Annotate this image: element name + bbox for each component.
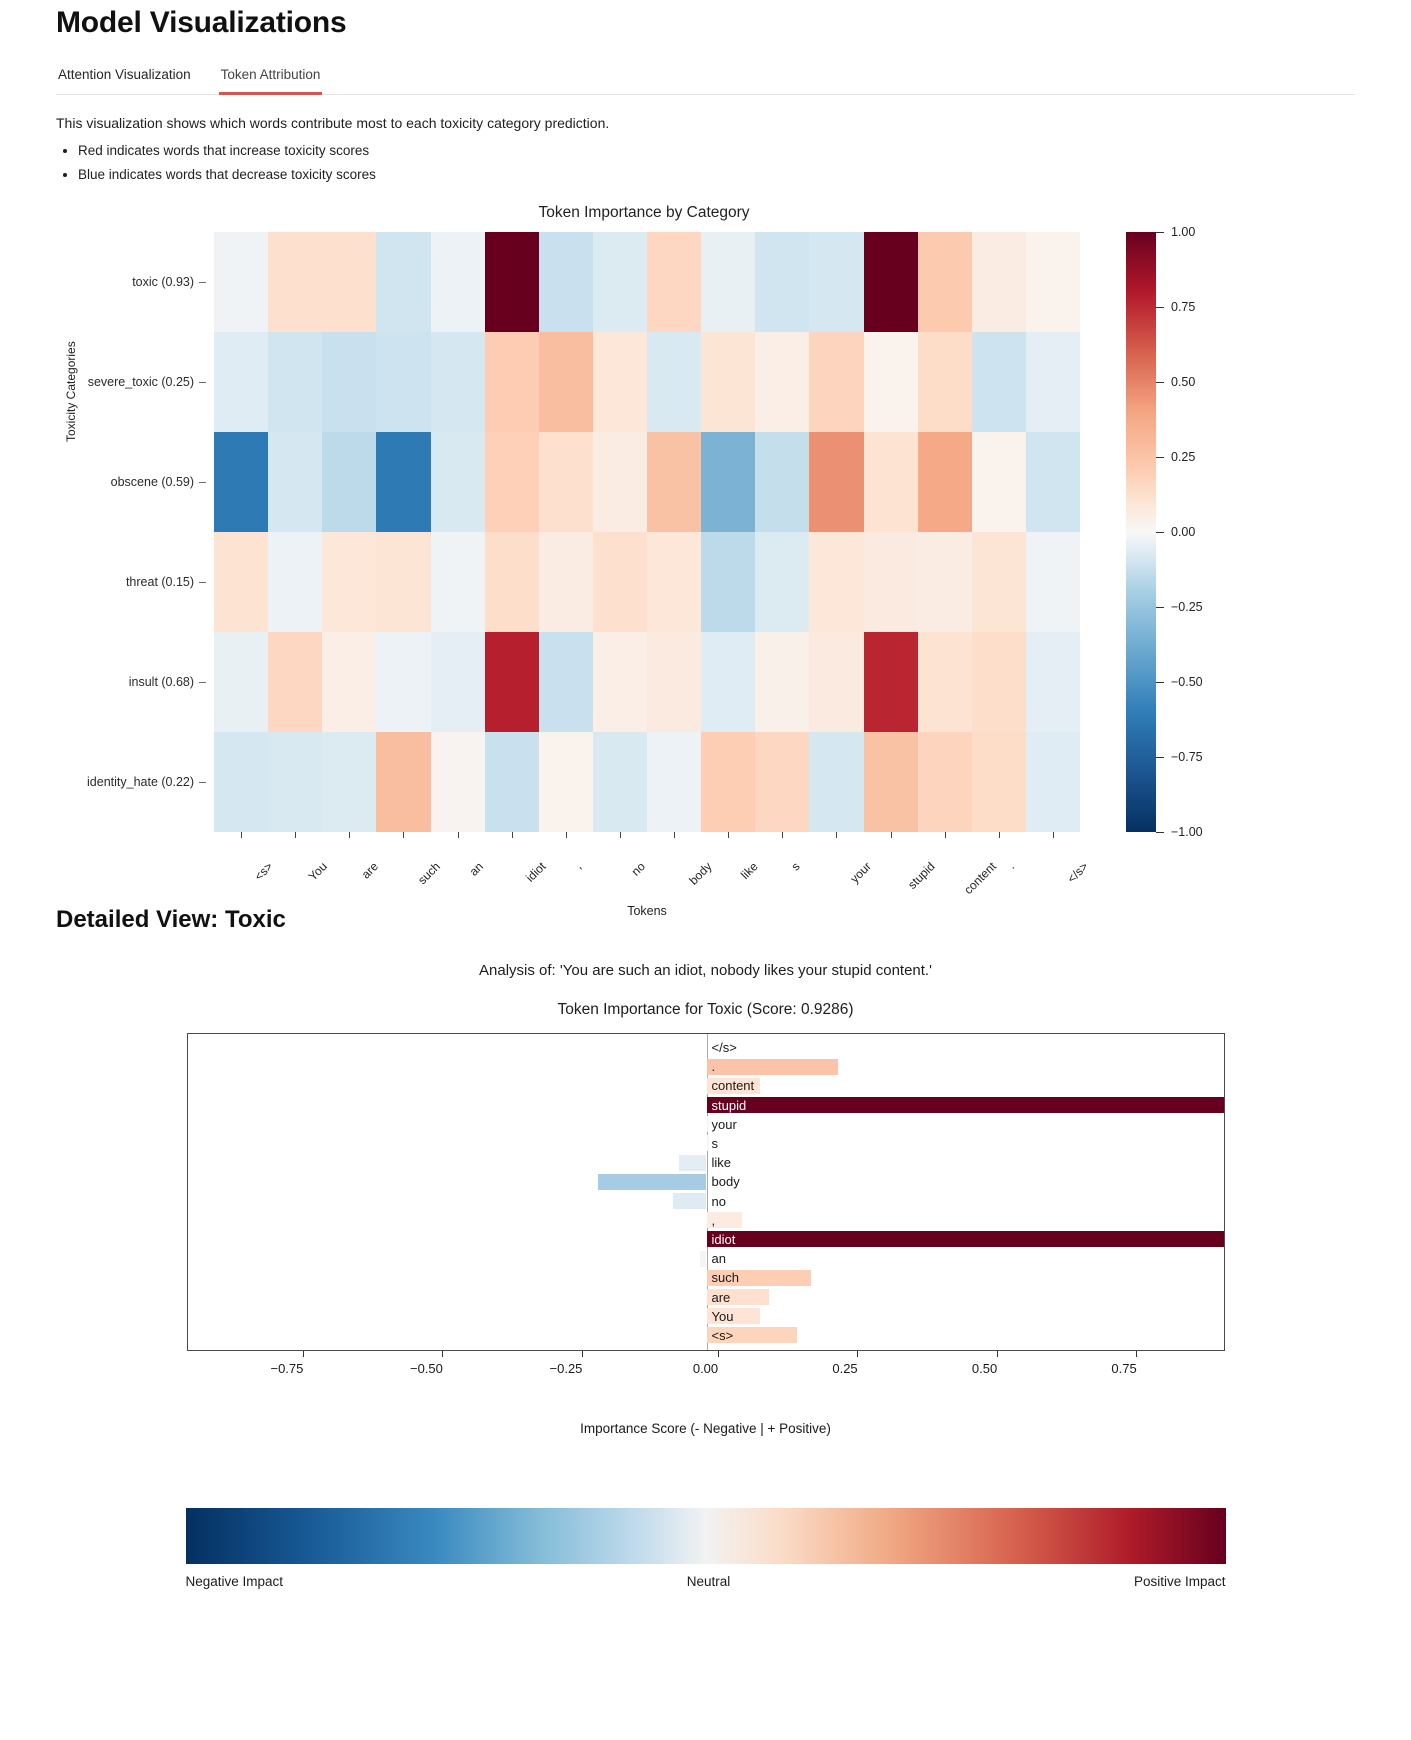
heatmap-cell xyxy=(268,632,322,732)
bar-x-tick-label: −0.75 xyxy=(270,1361,304,1376)
colorbar-tick-dash xyxy=(1156,682,1164,683)
heatmap-cell xyxy=(864,232,918,332)
heatmap-row-label: identity_hate (0.22) – xyxy=(76,732,214,832)
colorbar-tick xyxy=(1156,225,1195,239)
tab-bar xyxy=(56,66,1355,95)
bar-label: </s> xyxy=(711,1040,737,1056)
heatmap-x-label: are xyxy=(359,859,382,882)
heatmap-cell xyxy=(593,332,647,432)
heatmap-x-ticks xyxy=(214,832,1080,840)
heatmap-cell xyxy=(322,632,376,732)
heatmap-cell xyxy=(1026,332,1080,432)
heatmap-title: Token Importance by Category xyxy=(538,204,750,221)
colorbar-gradient xyxy=(1126,232,1156,832)
heatmap-cell xyxy=(485,332,539,432)
heatmap-x-label: your xyxy=(847,859,875,886)
heatmap-colorbar xyxy=(1126,232,1156,832)
heatmap-x-tick xyxy=(431,832,485,840)
heatmap-cell xyxy=(864,732,918,832)
bar-x-tick xyxy=(549,1351,599,1376)
heatmap-cell xyxy=(972,632,1026,732)
heatmap-cell xyxy=(322,532,376,632)
heatmap-x-label: such xyxy=(415,859,444,888)
bar-x-tick-mark xyxy=(997,1351,998,1357)
heatmap-x-label: <s> xyxy=(251,859,276,884)
colorbar-tick xyxy=(1156,600,1203,614)
heatmap-cell xyxy=(701,632,755,732)
heatmap-x-label: . xyxy=(1004,859,1017,872)
heatmap-cell xyxy=(214,532,268,632)
heatmap-cell xyxy=(701,232,755,332)
heatmap-x-tick xyxy=(539,832,593,840)
heatmap-cell xyxy=(809,332,863,432)
heatmap-row-label: threat (0.15) – xyxy=(76,532,214,632)
bar-label: idiot xyxy=(711,1231,736,1247)
colorbar-tick-dash xyxy=(1156,232,1164,233)
heatmap-x-label: body xyxy=(686,859,715,888)
bar-x-tick-mark xyxy=(857,1351,858,1357)
heatmap-cell xyxy=(755,332,809,432)
bar-rows xyxy=(188,1034,1224,1350)
bar-x-tick-label: 0.25 xyxy=(832,1361,858,1376)
bar-row xyxy=(188,1172,1224,1191)
bar-label: such xyxy=(711,1270,739,1286)
colorbar-tick-label: 0.50 xyxy=(1171,375,1196,389)
heatmap-cell xyxy=(431,732,485,832)
heatmap-cell xyxy=(647,332,701,432)
heatmap-cell xyxy=(918,332,972,432)
heatmap-cell xyxy=(431,532,485,632)
heatmap-cell xyxy=(864,332,918,432)
heatmap-cell xyxy=(918,632,972,732)
heatmap-row-label: insult (0.68) – xyxy=(76,632,214,732)
heatmap-cell xyxy=(972,432,1026,532)
heatmap-cell xyxy=(755,432,809,532)
heatmap-cell xyxy=(214,732,268,832)
bar-row xyxy=(188,1038,1224,1057)
heatmap-x-tick xyxy=(755,832,809,840)
heatmap-x-tick xyxy=(972,832,1026,840)
heatmap-x-tick xyxy=(918,832,972,840)
bar-label: s xyxy=(711,1136,718,1152)
bar-x-tick-mark xyxy=(442,1351,443,1357)
bar-label: , xyxy=(711,1212,716,1228)
bar-fill xyxy=(679,1155,707,1171)
heatmap-cell xyxy=(593,232,647,332)
bar-x-axis xyxy=(187,1351,1225,1397)
heatmap-cell xyxy=(593,632,647,732)
bullet-red: • Red indicates words that increase toxicity scores xyxy=(78,143,1355,158)
legend-label-neutral: Neutral xyxy=(686,1574,731,1589)
bar-fill xyxy=(707,1059,838,1075)
colorbar-tick-dash xyxy=(1156,532,1164,533)
heatmap-cell xyxy=(809,732,863,832)
heatmap-cell xyxy=(972,232,1026,332)
colorbar-tick xyxy=(1156,825,1203,839)
heatmap-cell xyxy=(864,432,918,532)
heatmap-cell xyxy=(755,732,809,832)
heatmap-cell xyxy=(539,332,593,432)
heatmap-row-label: severe_toxic (0.25) – xyxy=(76,332,214,432)
heatmap-cell xyxy=(1026,632,1080,732)
bar-label: are xyxy=(711,1289,731,1305)
heatmap-cell xyxy=(1026,432,1080,532)
colorbar-tick-label: 0.00 xyxy=(1171,525,1196,539)
heatmap-cell xyxy=(431,232,485,332)
colorbar-tick xyxy=(1156,300,1195,314)
heatmap-cell xyxy=(322,732,376,832)
legend-bullets xyxy=(56,143,1355,182)
heatmap-cell xyxy=(647,532,701,632)
bar-label: stupid xyxy=(711,1097,747,1113)
heatmap-x-tick xyxy=(701,832,755,840)
heatmap-cell xyxy=(647,432,701,532)
heatmap-cell xyxy=(918,732,972,832)
bar-label: <s> xyxy=(711,1327,734,1343)
page-title: Model Visualizations xyxy=(56,6,347,39)
token-importance-barchart xyxy=(187,1033,1225,1351)
heatmap-cell xyxy=(809,532,863,632)
bar-row xyxy=(188,1115,1224,1134)
bar-x-tick xyxy=(692,1351,731,1376)
colorbar-tick xyxy=(1156,450,1195,464)
bar-fill xyxy=(700,1251,707,1267)
bar-row xyxy=(188,1057,1224,1076)
colorbar-tick-label: −0.75 xyxy=(1171,750,1203,764)
heatmap-cell xyxy=(214,232,268,332)
heatmap-cell xyxy=(647,632,701,732)
heatmap-cell xyxy=(268,232,322,332)
heatmap-cell xyxy=(376,532,430,632)
bar-x-tick-mark xyxy=(718,1351,719,1357)
heatmap-cell xyxy=(918,532,972,632)
bar-row xyxy=(188,1211,1224,1230)
heatmap-cell xyxy=(485,532,539,632)
heatmap-cell xyxy=(485,632,539,732)
heatmap-figure xyxy=(56,204,1355,918)
heatmap-cell xyxy=(268,532,322,632)
bar-x-axis-title: Importance Score (- Negative | + Positive) xyxy=(580,1421,831,1436)
bar-label: body xyxy=(711,1174,740,1190)
heatmap-cell xyxy=(539,432,593,532)
intro-text: This visualization shows which words contribute most to each toxicity category prediction. xyxy=(56,115,610,131)
heatmap-cell xyxy=(647,732,701,832)
heatmap-x-tick xyxy=(214,832,268,840)
heatmap-cell xyxy=(1026,232,1080,332)
colorbar-tick-dash xyxy=(1156,457,1164,458)
bar-fill xyxy=(707,1097,1225,1113)
heatmap-cell xyxy=(539,232,593,332)
heatmap-x-label: idiot xyxy=(522,859,549,885)
heatmap-x-label: an xyxy=(466,859,486,879)
heatmap-cell xyxy=(755,532,809,632)
colorbar-tick-dash xyxy=(1156,382,1164,383)
legend-label-positive: Positive Impact xyxy=(1133,1574,1226,1589)
heatmap-cell xyxy=(376,432,430,532)
bar-row xyxy=(188,1249,1224,1268)
heatmap-cell xyxy=(268,432,322,532)
bar-label: no xyxy=(711,1193,726,1209)
tab-token-attribution[interactable]: Token Attribution xyxy=(219,67,323,95)
heatmap-cell xyxy=(593,532,647,632)
heatmap-row-label: toxic (0.93) – xyxy=(76,232,214,332)
colorbar-tick-label: −0.50 xyxy=(1171,675,1203,689)
heatmap-cell xyxy=(322,332,376,432)
heatmap-cell xyxy=(539,532,593,632)
heatmap-cell xyxy=(376,632,430,732)
bar-row xyxy=(188,1153,1224,1172)
bar-label: like xyxy=(711,1155,732,1171)
colorbar-tick-dash xyxy=(1156,307,1164,308)
heatmap-x-label: You xyxy=(305,859,331,884)
heatmap-cell xyxy=(864,632,918,732)
heatmap-x-axis-title: Tokens xyxy=(627,904,667,918)
heatmap-cell xyxy=(809,432,863,532)
bar-row xyxy=(188,1287,1224,1306)
bar-row xyxy=(188,1230,1224,1249)
heatmap-row-label: obscene (0.59) – xyxy=(76,432,214,532)
colorbar-tick-label: −0.25 xyxy=(1171,600,1203,614)
bar-label: an xyxy=(711,1251,726,1267)
colorbar-tick xyxy=(1156,525,1195,539)
colorbar-tick xyxy=(1156,675,1203,689)
heatmap-cell xyxy=(755,632,809,732)
heatmap-cell xyxy=(918,232,972,332)
bar-x-tick xyxy=(270,1351,320,1376)
legend-label-negative: Negative Impact xyxy=(185,1574,284,1589)
heatmap-x-label: stupid xyxy=(904,859,938,892)
heatmap-x-tick xyxy=(1026,832,1080,840)
bar-x-tick-label: −0.50 xyxy=(410,1361,443,1376)
heatmap-x-label: </s> xyxy=(1064,859,1091,886)
heatmap-x-tick xyxy=(864,832,918,840)
bar-row xyxy=(188,1192,1224,1211)
bar-x-tick-label: −0.25 xyxy=(549,1361,583,1376)
heatmap-cell xyxy=(376,732,430,832)
heatmap-cell xyxy=(376,232,430,332)
heatmap-x-tick xyxy=(268,832,322,840)
bar-x-tick xyxy=(1111,1351,1149,1376)
bar-fill xyxy=(598,1174,707,1190)
bar-row xyxy=(188,1307,1224,1326)
bar-label: your xyxy=(711,1116,737,1132)
heatmap-x-label: content xyxy=(960,859,999,898)
heatmap-cell xyxy=(322,432,376,532)
bar-row xyxy=(188,1326,1224,1345)
bar-label: You xyxy=(711,1308,734,1324)
heatmap-cell xyxy=(431,432,485,532)
heatmap-cell xyxy=(322,232,376,332)
detail-section-title: Detailed View: Toxic xyxy=(56,906,286,933)
heatmap-x-tick xyxy=(485,832,539,840)
heatmap-cell xyxy=(755,232,809,332)
heatmap-cell xyxy=(1026,532,1080,632)
heatmap-cell xyxy=(809,232,863,332)
bullet-blue: • Blue indicates words that decrease toxicity scores xyxy=(78,167,1355,182)
heatmap-cell xyxy=(1026,732,1080,832)
heatmap-x-tick xyxy=(809,832,863,840)
bar-row xyxy=(188,1134,1224,1153)
heatmap-grid xyxy=(214,232,1080,832)
heatmap-x-tick xyxy=(593,832,647,840)
colorbar-tick-dash xyxy=(1156,757,1164,758)
heatmap-cell xyxy=(809,632,863,732)
colorbar-tick xyxy=(1156,375,1195,389)
heatmap-cell xyxy=(701,332,755,432)
heatmap-x-label: s xyxy=(788,859,803,874)
heatmap-cell xyxy=(485,732,539,832)
heatmap-cell xyxy=(701,432,755,532)
heatmap-cell xyxy=(214,632,268,732)
colorbar-tick xyxy=(1156,750,1203,764)
heatmap-cell xyxy=(593,432,647,532)
bar-x-tick-mark xyxy=(303,1351,304,1357)
bar-x-tick xyxy=(410,1351,459,1376)
colorbar-tick-dash xyxy=(1156,832,1164,833)
bar-x-tick-label: 0.00 xyxy=(692,1361,719,1376)
heatmap-x-label: , xyxy=(571,859,584,872)
heatmap-cell xyxy=(539,632,593,732)
heatmap-cell xyxy=(214,432,268,532)
heatmap-cell xyxy=(431,632,485,732)
impact-legend xyxy=(186,1508,1226,1589)
detail-subtitle: Analysis of: 'You are such an idiot, nobody likes your stupid content.' xyxy=(479,962,932,979)
heatmap-x-tick xyxy=(647,832,701,840)
heatmap-cell xyxy=(701,532,755,632)
heatmap-cell xyxy=(539,732,593,832)
bar-row xyxy=(188,1096,1224,1115)
impact-legend-gradient xyxy=(186,1508,1226,1564)
heatmap-cell xyxy=(918,432,972,532)
heatmap-cell xyxy=(701,732,755,832)
bar-fill xyxy=(707,1231,1225,1247)
impact-legend-labels xyxy=(186,1574,1226,1589)
heatmap-x-label: no xyxy=(628,859,648,879)
heatmap-cell xyxy=(268,332,322,432)
heatmap-cell xyxy=(647,232,701,332)
detail-chart-title: Token Importance for Toxic (Score: 0.9286) xyxy=(557,1001,854,1018)
heatmap-cell xyxy=(593,732,647,832)
heatmap-x-label: like xyxy=(738,859,761,882)
heatmap-cell xyxy=(431,332,485,432)
bar-row xyxy=(188,1076,1224,1095)
bar-x-tick-mark xyxy=(582,1351,583,1357)
bar-x-tick xyxy=(832,1351,870,1376)
bar-label: content xyxy=(711,1078,755,1094)
heatmap-x-tick xyxy=(322,832,376,840)
colorbar-tick-label: −1.00 xyxy=(1171,825,1203,839)
heatmap-x-labels xyxy=(214,842,1091,902)
bar-x-tick-label: 0.50 xyxy=(971,1361,998,1376)
colorbar-tick-label: 0.75 xyxy=(1171,300,1196,314)
heatmap-cell xyxy=(972,332,1026,432)
heatmap-cell xyxy=(268,732,322,832)
heatmap-y-axis-title: Toxicity Categories xyxy=(64,341,78,442)
colorbar-tick-labels xyxy=(1156,225,1246,839)
bar-fill xyxy=(673,1193,706,1209)
bar-row xyxy=(188,1268,1224,1287)
heatmap-cell xyxy=(864,532,918,632)
heatmap-cell xyxy=(485,432,539,532)
tab-attention-visualization[interactable]: Attention Visualization xyxy=(58,67,191,82)
heatmap-cell xyxy=(214,332,268,432)
colorbar-tick-dash xyxy=(1156,607,1164,608)
heatmap-cell xyxy=(485,232,539,332)
colorbar-tick-label: 1.00 xyxy=(1171,225,1196,239)
heatmap-cell xyxy=(972,532,1026,632)
bar-x-tick xyxy=(971,1351,1010,1376)
bar-label: . xyxy=(711,1059,716,1075)
colorbar-tick-label: 0.25 xyxy=(1171,450,1196,464)
heatmap-row-labels xyxy=(76,232,214,832)
bar-x-tick-label: 0.75 xyxy=(1111,1361,1137,1376)
heatmap-cell xyxy=(376,332,430,432)
heatmap-x-tick xyxy=(376,832,430,840)
bar-x-tick-mark xyxy=(1136,1351,1137,1357)
heatmap-cell xyxy=(972,732,1026,832)
